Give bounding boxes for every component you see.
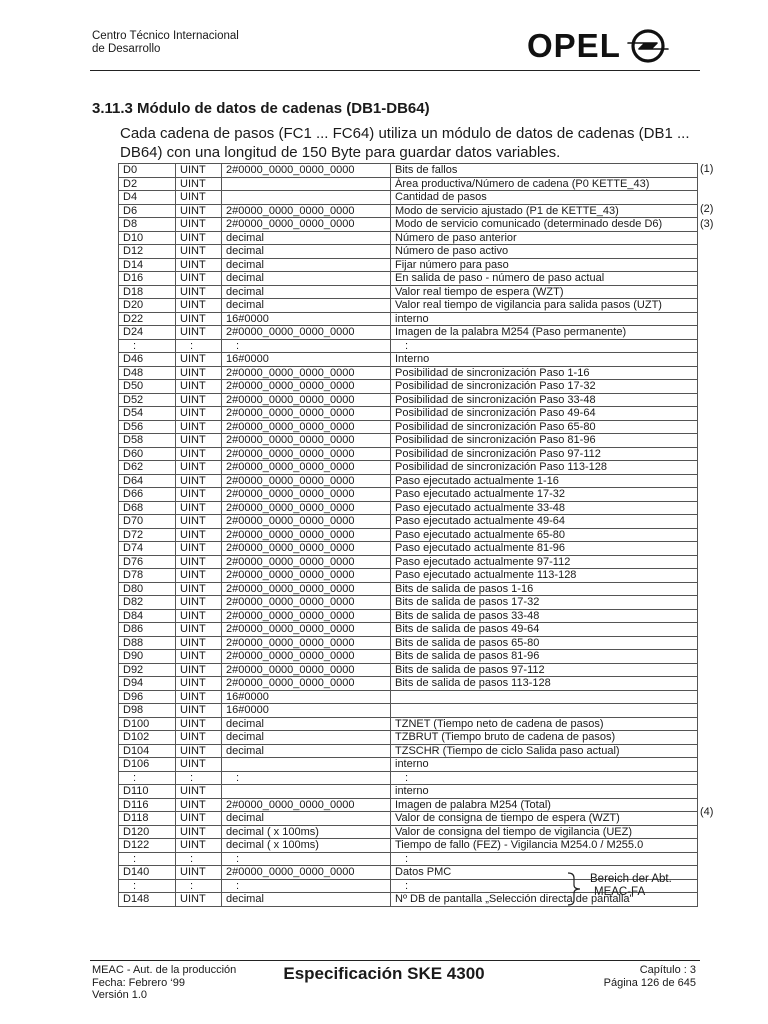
table-row <box>119 312 698 326</box>
type-cell: UINT <box>176 447 222 461</box>
footer-version: Versión 1.0 <box>92 989 148 1001</box>
type-cell: : <box>176 339 222 353</box>
address-cell: D64 <box>119 474 176 488</box>
table-row <box>119 488 698 502</box>
description-cell: : <box>391 852 698 866</box>
type-cell: UINT <box>176 704 222 718</box>
address-cell: D78 <box>119 569 176 583</box>
address-cell: D62 <box>119 461 176 475</box>
type-cell: UINT <box>176 758 222 772</box>
format-cell <box>222 758 391 772</box>
description-cell: Posibilidad de sincronización Paso 113-128 <box>391 461 698 475</box>
address-cell: D88 <box>119 636 176 650</box>
type-cell: UINT <box>176 461 222 475</box>
org-line-1: Centro Técnico Internacional <box>92 30 239 42</box>
description-cell: Bits de salida de pasos 1-16 <box>391 582 698 596</box>
format-cell: decimal <box>222 299 391 313</box>
address-cell: D82 <box>119 596 176 610</box>
format-cell: : <box>222 852 391 866</box>
type-cell: UINT <box>176 299 222 313</box>
format-cell: 2#0000_0000_0000_0000 <box>222 218 391 232</box>
type-cell: UINT <box>176 677 222 691</box>
table-row <box>119 285 698 299</box>
format-cell: 2#0000_0000_0000_0000 <box>222 798 391 812</box>
description-cell: Interno <box>391 353 698 367</box>
format-cell: decimal <box>222 285 391 299</box>
format-cell: 2#0000_0000_0000_0000 <box>222 326 391 340</box>
address-cell: D0 <box>119 164 176 178</box>
format-cell: decimal <box>222 744 391 758</box>
address-cell: D10 <box>119 231 176 245</box>
table-row <box>119 758 698 772</box>
description-cell: TZBRUT (Tiempo bruto de cadena de pasos) <box>391 731 698 745</box>
footer-page-number: Página 126 de 645 <box>603 976 696 989</box>
table-row <box>119 231 698 245</box>
format-cell: 2#0000_0000_0000_0000 <box>222 380 391 394</box>
address-cell: D46 <box>119 353 176 367</box>
table-row <box>119 461 698 475</box>
footer-department: MEAC - Aut. de la producción <box>92 964 237 976</box>
note-1: (1) <box>700 163 714 175</box>
type-cell: UINT <box>176 407 222 421</box>
format-cell: decimal <box>222 272 391 286</box>
description-cell: Paso ejecutado actualmente 113-128 <box>391 569 698 583</box>
description-cell: Fijar número para paso <box>391 258 698 272</box>
address-cell: D22 <box>119 312 176 326</box>
type-cell: UINT <box>176 488 222 502</box>
description-cell: Paso ejecutado actualmente 97-112 <box>391 555 698 569</box>
format-cell: decimal <box>222 893 391 907</box>
type-cell: UINT <box>176 582 222 596</box>
format-cell <box>222 177 391 191</box>
address-cell: D116 <box>119 798 176 812</box>
format-cell <box>222 785 391 799</box>
description-cell: Número de paso activo <box>391 245 698 259</box>
table-row <box>119 420 698 434</box>
type-cell: UINT <box>176 690 222 704</box>
format-cell: 2#0000_0000_0000_0000 <box>222 501 391 515</box>
table-row <box>119 515 698 529</box>
format-cell: 2#0000_0000_0000_0000 <box>222 609 391 623</box>
type-cell: UINT <box>176 380 222 394</box>
format-cell: : <box>222 879 391 893</box>
type-cell: UINT <box>176 812 222 826</box>
address-cell: D50 <box>119 380 176 394</box>
type-cell: UINT <box>176 245 222 259</box>
description-cell: Modo de servicio ajustado (P1 de KETTE_43) <box>391 204 698 218</box>
address-cell: D104 <box>119 744 176 758</box>
format-cell: 16#0000 <box>222 353 391 367</box>
table-row <box>119 474 698 488</box>
address-cell: D90 <box>119 650 176 664</box>
description-cell: Bits de salida de pasos 81-96 <box>391 650 698 664</box>
address-cell: D12 <box>119 245 176 259</box>
format-cell: decimal ( x 100ms) <box>222 825 391 839</box>
description-cell: Valor real tiempo de espera (WZT) <box>391 285 698 299</box>
table-row <box>119 731 698 745</box>
format-cell: 2#0000_0000_0000_0000 <box>222 204 391 218</box>
section-title: 3.11.3 Módulo de datos de cadenas (DB1-DB64) <box>92 100 430 117</box>
format-cell: 2#0000_0000_0000_0000 <box>222 542 391 556</box>
type-cell: UINT <box>176 731 222 745</box>
description-cell: interno <box>391 785 698 799</box>
type-cell: UINT <box>176 191 222 205</box>
address-cell: D2 <box>119 177 176 191</box>
description-cell: En salida de paso - número de paso actual <box>391 272 698 286</box>
address-cell: D52 <box>119 393 176 407</box>
format-cell: 2#0000_0000_0000_0000 <box>222 650 391 664</box>
table-row <box>119 299 698 313</box>
description-cell: Paso ejecutado actualmente 1-16 <box>391 474 698 488</box>
description-cell: Bits de salida de pasos 33-48 <box>391 609 698 623</box>
address-cell: D94 <box>119 677 176 691</box>
address-cell: D6 <box>119 204 176 218</box>
table-row <box>119 380 698 394</box>
type-cell: UINT <box>176 326 222 340</box>
table-row <box>119 582 698 596</box>
organization-name <box>92 30 239 56</box>
address-cell: D92 <box>119 663 176 677</box>
type-cell: UINT <box>176 663 222 677</box>
type-cell: UINT <box>176 164 222 178</box>
address-cell: D20 <box>119 299 176 313</box>
address-cell: D118 <box>119 812 176 826</box>
format-cell: 2#0000_0000_0000_0000 <box>222 555 391 569</box>
format-cell <box>222 191 391 205</box>
description-cell <box>391 690 698 704</box>
format-cell: decimal <box>222 245 391 259</box>
format-cell: 2#0000_0000_0000_0000 <box>222 582 391 596</box>
type-cell: UINT <box>176 542 222 556</box>
address-cell: D18 <box>119 285 176 299</box>
table-row <box>119 717 698 731</box>
type-cell: UINT <box>176 528 222 542</box>
type-cell: UINT <box>176 785 222 799</box>
table-row <box>119 744 698 758</box>
format-cell: decimal <box>222 717 391 731</box>
format-cell: 2#0000_0000_0000_0000 <box>222 366 391 380</box>
type-cell: UINT <box>176 596 222 610</box>
address-cell: D106 <box>119 758 176 772</box>
type-cell: UINT <box>176 393 222 407</box>
type-cell: : <box>176 771 222 785</box>
address-cell: D60 <box>119 447 176 461</box>
format-cell: 2#0000_0000_0000_0000 <box>222 407 391 421</box>
table-row <box>119 852 698 866</box>
address-cell: D148 <box>119 893 176 907</box>
format-cell: 2#0000_0000_0000_0000 <box>222 596 391 610</box>
address-cell: D74 <box>119 542 176 556</box>
table-row <box>119 353 698 367</box>
format-cell: 2#0000_0000_0000_0000 <box>222 393 391 407</box>
description-cell: Nº DB de pantalla „Selección directa de pantalla" <box>391 893 698 907</box>
format-cell: 2#0000_0000_0000_0000 <box>222 623 391 637</box>
opel-logo <box>527 28 669 64</box>
address-cell: D86 <box>119 623 176 637</box>
opel-blitz-icon <box>627 28 669 64</box>
table-row <box>119 339 698 353</box>
org-line-2: de Desarrollo <box>92 43 161 55</box>
type-cell: UINT <box>176 434 222 448</box>
format-cell: 16#0000 <box>222 312 391 326</box>
table-row <box>119 204 698 218</box>
department-note-line-2: MEAC-FA <box>594 885 646 898</box>
table-row <box>119 164 698 178</box>
footer-rule <box>90 960 700 961</box>
type-cell: UINT <box>176 636 222 650</box>
table-row <box>119 569 698 583</box>
table-row <box>119 771 698 785</box>
address-cell: D58 <box>119 434 176 448</box>
description-cell: Bits de salida de pasos 65-80 <box>391 636 698 650</box>
note-2: (2) <box>700 203 714 215</box>
address-cell: D70 <box>119 515 176 529</box>
table-row <box>119 407 698 421</box>
table-row <box>119 245 698 259</box>
footer-right <box>604 964 696 989</box>
description-cell: Bits de salida de pasos 113-128 <box>391 677 698 691</box>
type-cell: UINT <box>176 312 222 326</box>
brace-icon <box>566 872 586 906</box>
description-cell: Paso ejecutado actualmente 49-64 <box>391 515 698 529</box>
description-cell: Tiempo de fallo (FEZ) - Vigilancia M254.0 / M255.0 <box>391 839 698 853</box>
table-row <box>119 812 698 826</box>
type-cell: UINT <box>176 839 222 853</box>
type-cell: UINT <box>176 825 222 839</box>
description-cell: TZSCHR (Tiempo de ciclo Salida paso actual) <box>391 744 698 758</box>
format-cell: decimal ( x 100ms) <box>222 839 391 853</box>
table-row <box>119 366 698 380</box>
format-cell: 2#0000_0000_0000_0000 <box>222 420 391 434</box>
description-cell: Datos PMC <box>391 866 698 880</box>
format-cell: 2#0000_0000_0000_0000 <box>222 866 391 880</box>
address-cell: : <box>119 339 176 353</box>
format-cell: 2#0000_0000_0000_0000 <box>222 663 391 677</box>
header-rule <box>90 70 700 71</box>
type-cell: UINT <box>176 798 222 812</box>
table-row <box>119 555 698 569</box>
format-cell: : <box>222 339 391 353</box>
table-row <box>119 650 698 664</box>
type-cell: UINT <box>176 609 222 623</box>
description-cell: interno <box>391 312 698 326</box>
description-cell <box>391 704 698 718</box>
description-cell: TZNET (Tiempo neto de cadena de pasos) <box>391 717 698 731</box>
type-cell: UINT <box>176 569 222 583</box>
description-cell: Posibilidad de sincronización Paso 97-112 <box>391 447 698 461</box>
format-cell: 2#0000_0000_0000_0000 <box>222 434 391 448</box>
address-cell: D4 <box>119 191 176 205</box>
format-cell: decimal <box>222 812 391 826</box>
format-cell: 2#0000_0000_0000_0000 <box>222 164 391 178</box>
description-cell: interno <box>391 758 698 772</box>
description-cell: Paso ejecutado actualmente 17-32 <box>391 488 698 502</box>
address-cell: D96 <box>119 690 176 704</box>
format-cell: 2#0000_0000_0000_0000 <box>222 528 391 542</box>
table-row <box>119 218 698 232</box>
type-cell: UINT <box>176 353 222 367</box>
address-cell: D110 <box>119 785 176 799</box>
description-cell: Bits de fallos <box>391 164 698 178</box>
format-cell: : <box>222 771 391 785</box>
address-cell: D56 <box>119 420 176 434</box>
format-cell: 16#0000 <box>222 704 391 718</box>
table-row <box>119 663 698 677</box>
type-cell: : <box>176 852 222 866</box>
type-cell: UINT <box>176 218 222 232</box>
type-cell: UINT <box>176 177 222 191</box>
format-cell: 2#0000_0000_0000_0000 <box>222 488 391 502</box>
section-intro: Cada cadena de pasos (FC1 ... FC64) utiliza un módulo de datos de cadenas (DB1 ... DB64) con una longitud de 150 Byte para guardar datos variables. <box>120 125 690 161</box>
table-row <box>119 609 698 623</box>
description-cell: : <box>391 879 698 893</box>
description-cell: Valor de consigna del tiempo de vigilancia (UEZ) <box>391 825 698 839</box>
table-row <box>119 825 698 839</box>
table-row <box>119 542 698 556</box>
description-cell: Paso ejecutado actualmente 81-96 <box>391 542 698 556</box>
table-row <box>119 839 698 853</box>
address-cell: D100 <box>119 717 176 731</box>
type-cell: UINT <box>176 474 222 488</box>
address-cell: : <box>119 852 176 866</box>
type-cell: UINT <box>176 231 222 245</box>
table-row <box>119 272 698 286</box>
type-cell: UINT <box>176 420 222 434</box>
description-cell: Posibilidad de sincronización Paso 33-48 <box>391 393 698 407</box>
type-cell: UINT <box>176 204 222 218</box>
type-cell: UINT <box>176 744 222 758</box>
address-cell: D48 <box>119 366 176 380</box>
description-cell: : <box>391 339 698 353</box>
type-cell: UINT <box>176 650 222 664</box>
address-cell: D122 <box>119 839 176 853</box>
table-row <box>119 326 698 340</box>
table-row <box>119 501 698 515</box>
table-row <box>119 447 698 461</box>
address-cell: D66 <box>119 488 176 502</box>
address-cell: D14 <box>119 258 176 272</box>
table-row <box>119 690 698 704</box>
address-cell: D140 <box>119 866 176 880</box>
table-row <box>119 596 698 610</box>
description-cell: Valor de consigna de tiempo de espera (WZT) <box>391 812 698 826</box>
table-row <box>119 677 698 691</box>
note-3: (3) <box>700 218 714 230</box>
address-cell: D80 <box>119 582 176 596</box>
description-cell: Posibilidad de sincronización Paso 49-64 <box>391 407 698 421</box>
address-cell: D16 <box>119 272 176 286</box>
type-cell: UINT <box>176 515 222 529</box>
description-cell: Área productiva/Número de cadena (P0 KETTE_43) <box>391 177 698 191</box>
type-cell: UINT <box>176 623 222 637</box>
table-row <box>119 704 698 718</box>
address-cell: : <box>119 771 176 785</box>
format-cell: decimal <box>222 731 391 745</box>
type-cell: UINT <box>176 272 222 286</box>
table-row <box>119 191 698 205</box>
table-row <box>119 528 698 542</box>
address-cell: D68 <box>119 501 176 515</box>
format-cell: 2#0000_0000_0000_0000 <box>222 569 391 583</box>
description-cell: Posibilidad de sincronización Paso 81-96 <box>391 434 698 448</box>
address-cell: D76 <box>119 555 176 569</box>
format-cell: 2#0000_0000_0000_0000 <box>222 677 391 691</box>
type-cell: UINT <box>176 285 222 299</box>
type-cell: UINT <box>176 893 222 907</box>
note-4: (4) <box>700 806 714 818</box>
department-note <box>590 873 672 898</box>
format-cell: 2#0000_0000_0000_0000 <box>222 474 391 488</box>
description-cell: Bits de salida de pasos 97-112 <box>391 663 698 677</box>
description-cell: : <box>391 771 698 785</box>
description-cell: Imagen de la palabra M254 (Paso permanente) <box>391 326 698 340</box>
table-row <box>119 177 698 191</box>
table-row <box>119 393 698 407</box>
type-cell: : <box>176 879 222 893</box>
address-cell: D120 <box>119 825 176 839</box>
department-note-line-1: Bereich der Abt. <box>590 873 672 885</box>
format-cell: decimal <box>222 258 391 272</box>
table-row <box>119 258 698 272</box>
format-cell: 2#0000_0000_0000_0000 <box>222 515 391 529</box>
address-cell: D84 <box>119 609 176 623</box>
table-row <box>119 798 698 812</box>
address-cell: D54 <box>119 407 176 421</box>
format-cell: 2#0000_0000_0000_0000 <box>222 636 391 650</box>
data-block-table <box>118 163 698 907</box>
table-body <box>119 164 698 907</box>
format-cell: 16#0000 <box>222 690 391 704</box>
footer-chapter: Capítulo : 3 <box>639 964 696 976</box>
description-cell: Paso ejecutado actualmente 33-48 <box>391 501 698 515</box>
type-cell: UINT <box>176 555 222 569</box>
address-cell: D24 <box>119 326 176 340</box>
description-cell: Paso ejecutado actualmente 65-80 <box>391 528 698 542</box>
type-cell: UINT <box>176 717 222 731</box>
type-cell: UINT <box>176 258 222 272</box>
description-cell: Bits de salida de pasos 49-64 <box>391 623 698 637</box>
description-cell: Imagen de palabra M254 (Total) <box>391 798 698 812</box>
table-row <box>119 636 698 650</box>
format-cell: 2#0000_0000_0000_0000 <box>222 461 391 475</box>
table-row <box>119 434 698 448</box>
type-cell: UINT <box>176 866 222 880</box>
logo-text: OPEL <box>527 27 621 64</box>
format-cell: decimal <box>222 231 391 245</box>
description-cell: Cantidad de pasos <box>391 191 698 205</box>
table-row <box>119 623 698 637</box>
description-cell: Valor real tiempo de vigilancia para salida pasos (UZT) <box>391 299 698 313</box>
address-cell: D98 <box>119 704 176 718</box>
format-cell: 2#0000_0000_0000_0000 <box>222 447 391 461</box>
address-cell: : <box>119 879 176 893</box>
address-cell: D72 <box>119 528 176 542</box>
address-cell: D102 <box>119 731 176 745</box>
type-cell: UINT <box>176 501 222 515</box>
footer-document-title: Especificación SKE 4300 <box>283 964 485 983</box>
table-row <box>119 785 698 799</box>
description-cell: Bits de salida de pasos 17-32 <box>391 596 698 610</box>
description-cell: Posibilidad de sincronización Paso 65-80 <box>391 420 698 434</box>
address-cell: D8 <box>119 218 176 232</box>
type-cell: UINT <box>176 366 222 380</box>
description-cell: Número de paso anterior <box>391 231 698 245</box>
description-cell: Posibilidad de sincronización Paso 1-16 <box>391 366 698 380</box>
description-cell: Modo de servicio comunicado (determinado desde D6) <box>391 218 698 232</box>
description-cell: Posibilidad de sincronización Paso 17-32 <box>391 380 698 394</box>
footer-date: Fecha: Febrero ‘99 <box>92 976 185 989</box>
